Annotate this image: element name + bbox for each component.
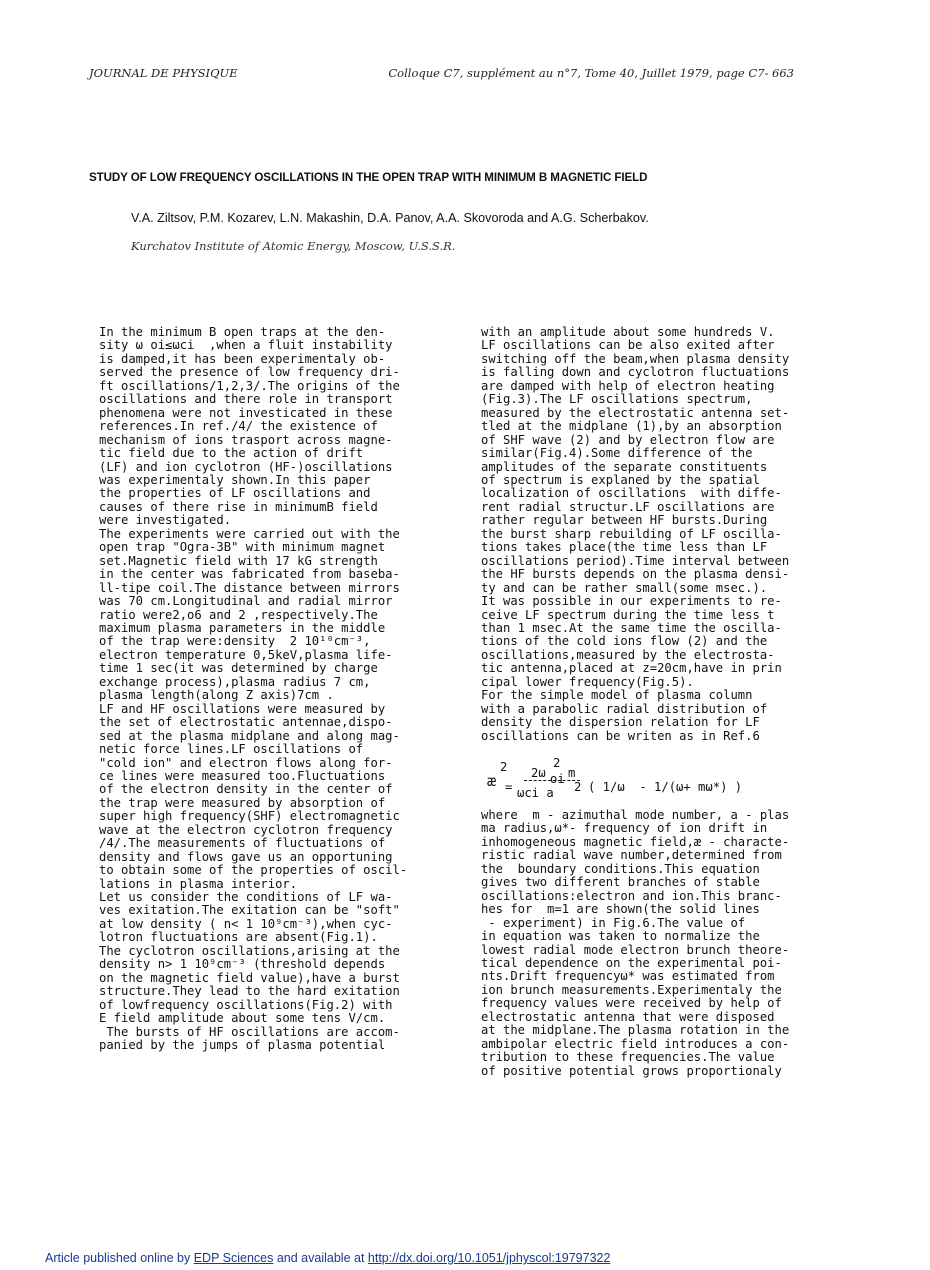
text-line: tic field due to the action of drift (99, 446, 364, 461)
text-line: is damped,it has been experimentaly ob- (99, 351, 386, 366)
text-line: ce lines were measured too.Fluctuations (99, 768, 386, 783)
text-line: tribution to these frequencies.The value (481, 1050, 775, 1065)
equation-lhs-sup: 2 (500, 760, 508, 774)
text-line: frequency values were received by help of (481, 996, 782, 1011)
text-line: wave at the electron cyclotron frequency (99, 822, 393, 837)
text-line: In the minimum B open traps at the den- (99, 325, 386, 339)
text-line: the boundary conditions.This equation (481, 861, 760, 876)
text-line: ceive LF spectrum during the time less t (481, 607, 775, 622)
fraction-bar (524, 780, 580, 781)
text-line: switching off the beam,when plasma density (481, 351, 790, 366)
equation-num-m: m (568, 766, 576, 780)
text-line: super high frequency(SHF) electromagnetic (99, 809, 400, 824)
text-line: - experiment) in Fig.6.The value of (481, 915, 746, 930)
text-line: oscillations period).Time interval between (481, 553, 790, 568)
right-column-text-bottom (481, 809, 841, 1078)
text-line: ft oscillations/1,2,3/.The origins of the (99, 378, 400, 393)
text-line: measured by the electrostatic antenna set- (481, 405, 790, 420)
right-column-text-top (481, 326, 841, 743)
text-line: (Fig.3).The LF oscillations spectrum, (481, 392, 753, 407)
text-line: the trap were measured by absorption of (99, 795, 386, 810)
text-line: inhomogeneous magnetic field,æ - characte- (481, 834, 790, 849)
text-line: of the electron density in the center of (99, 782, 393, 797)
text-line: set.Magnetic field with 17 kG strength (99, 553, 378, 568)
text-line: tled at the midplane (1),by an absorption (481, 419, 782, 434)
equation-rhs: ( 1/ω - 1/(ω+ mω*) ) (588, 780, 743, 794)
text-line: lotron fluctuations are absent(Fig.1). (99, 930, 378, 945)
text-line: "cold ion" and electron flows along for- (99, 755, 393, 770)
text-line: /4/.The measurements of fluctuations of (99, 836, 386, 851)
text-line: ll-tipe coil.The distance between mirrors (99, 580, 400, 595)
text-line: It was possible in our experiments to re- (481, 594, 782, 609)
footer-middle: and available at (273, 1251, 368, 1265)
equation-equals: = (505, 780, 513, 794)
text-line: density and flows gave us an opportuning (99, 849, 393, 864)
text-line: of positive potential grows proportionaly (481, 1063, 782, 1078)
text-line: references.In ref./4/ the existence of (99, 419, 378, 434)
text-line: open trap "Ogra-3B" with minimum magnet (99, 540, 386, 555)
text-line: sity ω oi≤ωci ,when a fluit instability (99, 338, 393, 353)
publication-footer (45, 1251, 610, 1265)
text-line: the burst sharp rebuilding of LF oscilla- (481, 526, 782, 541)
text-line: are damped with help of electron heating (481, 378, 775, 393)
dispersion-equation (487, 756, 827, 812)
paper-title: STUDY OF LOW FREQUENCY OSCILLATIONS IN THE OPEN TRAP WITH MINIMUM B MAGNETIC FIELD (89, 171, 648, 184)
text-line: the set of electrostatic antennae,dispo- (99, 715, 393, 730)
text-line: in the center was fabricated from baseba- (99, 567, 400, 582)
text-line: The experiments were carried out with the (99, 526, 400, 541)
text-line: sed at the plasma midplane and along mag- (99, 728, 400, 743)
text-line: at low density ( n< 1 10⁹cm⁻³),when cyc- (99, 916, 393, 931)
doi-link[interactable]: http://dx.doi.org/10.1051/jphyscol:19797322 (367, 1251, 611, 1265)
text-line: of lowfrequency oscillations(Fig.2) with (99, 997, 393, 1012)
text-line: ion brunch measurements.Experimentaly the (481, 982, 782, 997)
text-line: on the magnetic field value),have a burst (99, 970, 400, 985)
text-line: rent radial structur.LF oscillations are (481, 499, 775, 514)
text-line: with a parabolic radial distribution of (481, 701, 768, 716)
paper-authors: V.A. Ziltsov, P.M. Kozarev, L.N. Makashin, D.A. Panov, A.A. Skovoroda and A.G. Scherbakov. (131, 211, 649, 225)
text-line: E field amplitude about some tens V/cm. (99, 1011, 386, 1026)
footer-prefix: Article published online by (45, 1251, 194, 1265)
equation-num-sup: 2 (553, 756, 561, 770)
journal-name: JOURNAL DE PHYSIQUE (89, 66, 238, 80)
text-line: hes for m=1 are shown(the solid lines (481, 902, 760, 917)
equation-num-sub: oi (550, 772, 565, 786)
equation-num-coef: 2ω (531, 766, 546, 780)
text-line: time 1 sec(it was determined by charge (99, 661, 378, 676)
text-line: maximum plasma parameters in the middle (99, 620, 386, 635)
text-line: than 1 msec.At the same time the oscilla- (481, 620, 782, 635)
text-line: localization of oscillations with diffe- (481, 486, 782, 501)
text-line: (LF) and ion cyclotron (HF-)oscillations (99, 459, 393, 474)
text-line: plasma length(along Z axis)7cm . (99, 688, 334, 703)
text-line: ratio were2,o6 and 2 ,respectively.The (99, 607, 378, 622)
text-line: lowest radial mode electron brunch theore- (481, 942, 790, 957)
text-line: density the dispersion relation for LF (481, 715, 760, 730)
text-line: ves exitation.The exitation can be "soft" (99, 903, 400, 918)
text-line: oscillations:electron and ion.This branc- (481, 888, 782, 903)
colloque-reference: Colloque C7, supplément au n°7, Tome 40, Juillet 1979, page C7- 663 (388, 66, 794, 80)
text-line: rather regular between HF bursts.During (481, 513, 768, 528)
text-line: cipal lower frequency(Fig.5). (481, 674, 694, 689)
text-line: ristic radial wave number,determined from (481, 848, 782, 863)
text-line: of the trap were:density 2 10¹⁰cm⁻³, (99, 634, 371, 649)
text-line: ty and can be rather small(some msec.). (481, 580, 768, 595)
text-line: electron temperature 0,5keV,plasma life- (99, 647, 393, 662)
text-line: at the midplane.The plasma rotation in the (481, 1023, 790, 1038)
text-line: exchange process),plasma radius 7 cm, (99, 674, 371, 689)
text-line: was 70 cm.Longitudinal and radial mirror (99, 594, 393, 609)
text-line: causes of there rise in minimumB field (99, 499, 378, 514)
text-line: Let us consider the conditions of LF wa- (99, 890, 393, 905)
text-line: LF and HF oscillations were measured by (99, 701, 386, 716)
text-line: of SHF wave (2) and by electron flow are (481, 432, 775, 447)
text-line: was experimentaly shown.In this paper (99, 472, 371, 487)
text-line: where m - azimuthal mode number, a - plas (481, 808, 790, 822)
text-line: ma radius,ω*- frequency of ion drift in (481, 821, 768, 836)
text-line: amplitudes of the separate constituents (481, 459, 768, 474)
text-line: nts.Drift frequencyω* was estimated from (481, 969, 775, 984)
text-line: oscillations,measured by the electrosta- (481, 647, 775, 662)
text-line: tions takes place(the time less than LF (481, 540, 768, 555)
text-line: lations in plasma interior. (99, 876, 298, 891)
text-line: gives two different branches of stable (481, 875, 760, 890)
text-line: structure.They lead to the hard exitation (99, 984, 400, 999)
text-line: with an amplitude about some hundreds V. (481, 325, 775, 339)
text-line: mechanism of ions trasport across magne- (99, 432, 393, 447)
equation-denominator: ωci a (517, 786, 554, 800)
text-line: ambipolar electric field introduces a con- (481, 1036, 790, 1051)
text-line: is falling down and cyclotron fluctuations (481, 365, 790, 380)
equation-lhs: æ (487, 772, 497, 790)
text-line: tical dependence on the experimental poi- (481, 955, 782, 970)
text-line: phenomena were not investicated in these (99, 405, 393, 420)
left-column-text (99, 326, 459, 1052)
text-line: panied by the jumps of plasma potential (99, 1038, 386, 1053)
text-line: tic antenna,placed at z=20cm,have in prin (481, 661, 782, 676)
text-line: of spectrum is explaned by the spatial (481, 472, 760, 487)
text-line: were investigated. (99, 513, 232, 528)
text-line: The cyclotron oscillations,arising at the (99, 943, 400, 958)
text-line: to obtain some of the properties of oscil- (99, 863, 408, 878)
text-line: served the presence of low frequency dri- (99, 365, 400, 380)
text-line: netic force lines.LF oscillations of (99, 742, 364, 757)
text-line: in equation was taken to normalize the (481, 929, 760, 944)
text-line: tions of the cold ions flow (2) and the (481, 634, 768, 649)
text-line: the properties of LF oscillations and (99, 486, 371, 501)
text-line: density n> 1 10⁹cm⁻³ (threshold depends (99, 957, 386, 972)
text-line: similar(Fig.4).Some difference of the (481, 446, 753, 461)
paper-affiliation: Kurchatov Institute of Atomic Energy, Moscow, U.S.S.R. (131, 239, 456, 253)
text-line: the HF bursts depends on the plasma densi- (481, 567, 790, 582)
text-line: oscillations and there role in transport (99, 392, 393, 407)
text-line: For the simple model of plasma column (481, 688, 753, 703)
equation-den-sup: 2 (574, 780, 582, 794)
text-line: oscillations can be writen as in Ref.6 (481, 728, 760, 743)
text-line: LF oscillations can be also exited after (481, 338, 775, 353)
text-line: The bursts of HF oscillations are accom- (99, 1024, 400, 1039)
edp-sciences-link[interactable]: EDP Sciences (193, 1251, 274, 1265)
text-line: electrostatic antenna that were disposed (481, 1009, 775, 1024)
